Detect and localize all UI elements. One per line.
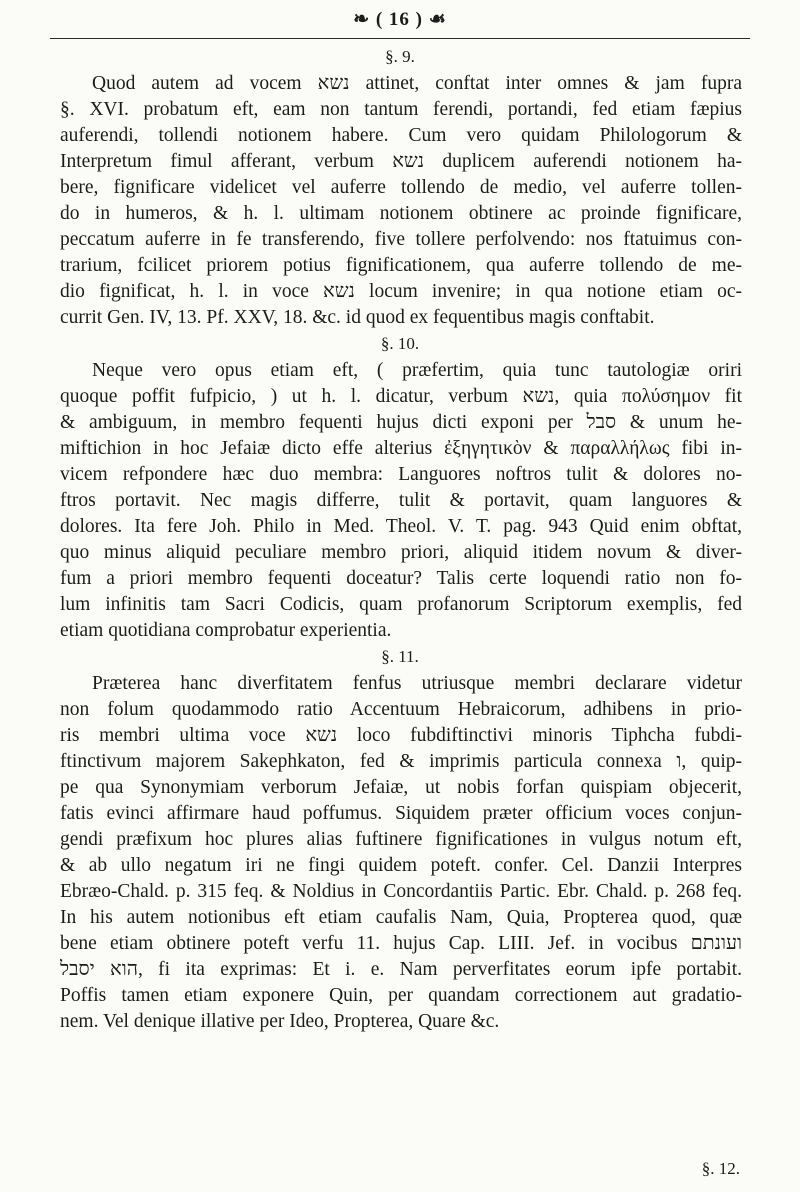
text-line: ftinctivum majorem Sakephkaton, fed & imprimis particula connexa ו, quip- (60, 751, 742, 772)
text-line: vicem refpondere hæc duo membra: Languores noftros tulit & dolores no- (60, 464, 742, 485)
text-line: & ambiguum, in membro fequenti hujus dicti exponi per סבל & unum he- (60, 412, 742, 433)
text-line: bere, fignificare videlicet vel auferre tollendo de medio, vel auferre tollen- (60, 177, 742, 198)
text-line: fum a priori membro fequenti doceatur? Talis certe loquendi ratio non fo- (60, 568, 742, 589)
catchword: §. 12. (701, 1159, 740, 1178)
text-line: nem. Vel denique illative per Ideo, Propterea, Quare &c. (60, 1011, 500, 1032)
text-line: do in humeros, & h. l. ultimam notionem obtinere ac proinde fignificare, (60, 203, 742, 224)
text-line: auferendi, tollendi notionem habere. Cum vero quidam Philologorum & (60, 125, 742, 146)
text-line: lum infinitis tam Sacri Codicis, quam profanorum Scriptorum exemplis, fed (60, 594, 742, 615)
text-line: fatis evinci affirmare haud poffumus. Siquidem præter officium voces conjun- (60, 803, 742, 824)
text-line: Quod autem ad vocem נשא attinet, conftat inter omnes & jam fupra (92, 73, 742, 94)
text-line: In his autem notionibus eft etiam caufalis Nam, Quia, Propterea quod, quæ (60, 907, 742, 928)
text-line: Poffis tamen etiam exponere Quin, per quandam correctionem aut gradatio- (60, 985, 742, 1006)
text-line: pe qua Synonymiam verborum Jefaiæ, ut nobis forfan quispiam objecerit, (60, 777, 742, 798)
text-line: etiam quotidiana comprobatur experientia. (60, 620, 392, 641)
text-line: bene etiam obtinere poteft verfu 11. hujus Cap. LIII. Jef. in vocibus ועונתם (60, 933, 742, 954)
text-line: non folum quodammodo ratio Accentuum Hebraicorum, adhibens in prio- (60, 699, 742, 720)
text-line: currit Gen. IV, 13. Pf. XXV, 18. &c. id quod ex fequentibus magis conftabit. (60, 307, 655, 328)
section-number: §. 9. (385, 47, 415, 66)
text-line: quo minus aliquid peculiare membro priori, aliquid itidem novum & diver- (60, 542, 742, 563)
text-line: ftros portavit. Nec magis differre, tulit & portavit, quam languores & (60, 490, 742, 511)
text-line: miftichion in hoc Jefaiæ dicto effe alterius ἐξηγητικὸν & παραλλήλως fibi in- (60, 438, 742, 459)
page-header: ❧ ( 16 ) ☙ (353, 9, 447, 30)
header-rule (50, 38, 750, 39)
section-number: §. 11. (381, 647, 419, 666)
text-line: gendi præfixum hoc plures alias fuftinere fignificationes in vulgus notum eft, (60, 829, 742, 850)
section-number: §. 10. (380, 334, 420, 353)
text-line: הוא יסבל, fi ita exprimas: Et i. e. Nam perverfitates eorum ipfe portabit. (60, 959, 742, 980)
text-line: ris membri ultima voce נשא loco fubdiftinctivi minoris Tiphcha fubdi- (60, 725, 742, 746)
text-line: dio fignificat, h. l. in voce נשא locum invenire; in qua notione etiam oc- (60, 281, 742, 302)
text-line: dolores. Ita fere Joh. Philo in Med. Theol. V. T. pag. 943 Quid enim obftat, (60, 516, 742, 537)
text-line: trarium, fcilicet priorem potius fignificationem, qua auferre tollendo de me- (60, 255, 742, 276)
text-line: Ebræo-Chald. p. 315 feq. & Noldius in Concordantiis Partic. Ebr. Chald. p. 268 feq. (60, 881, 742, 902)
text-line: Neque vero opus etiam eft, ( præfertim, quia tunc tautologiæ oriri (92, 360, 742, 381)
text-line: quoque poffit fufpicio, ) ut h. l. dicatur, verbum נשא, quia πολύσημον fit (60, 386, 742, 407)
text-line: Præterea hanc diverfitatem fenfus utriusque membri declarare videtur (92, 673, 742, 694)
text-line: §. XVI. probatum eft, eam non tantum ferendi, portandi, fed etiam fæpius (60, 99, 742, 120)
text-line: & ab ullo negatum iri ne fingi quidem poteft. confer. Cel. Danzii Interpres (60, 855, 742, 876)
text-line: Interpretum fimul afferant, verbum נשא duplicem auferendi notionem ha- (60, 151, 742, 172)
text-line: peccatum auferre in fe transferendo, five tollere perfolvendo: nos ftatuimus con- (60, 229, 742, 250)
